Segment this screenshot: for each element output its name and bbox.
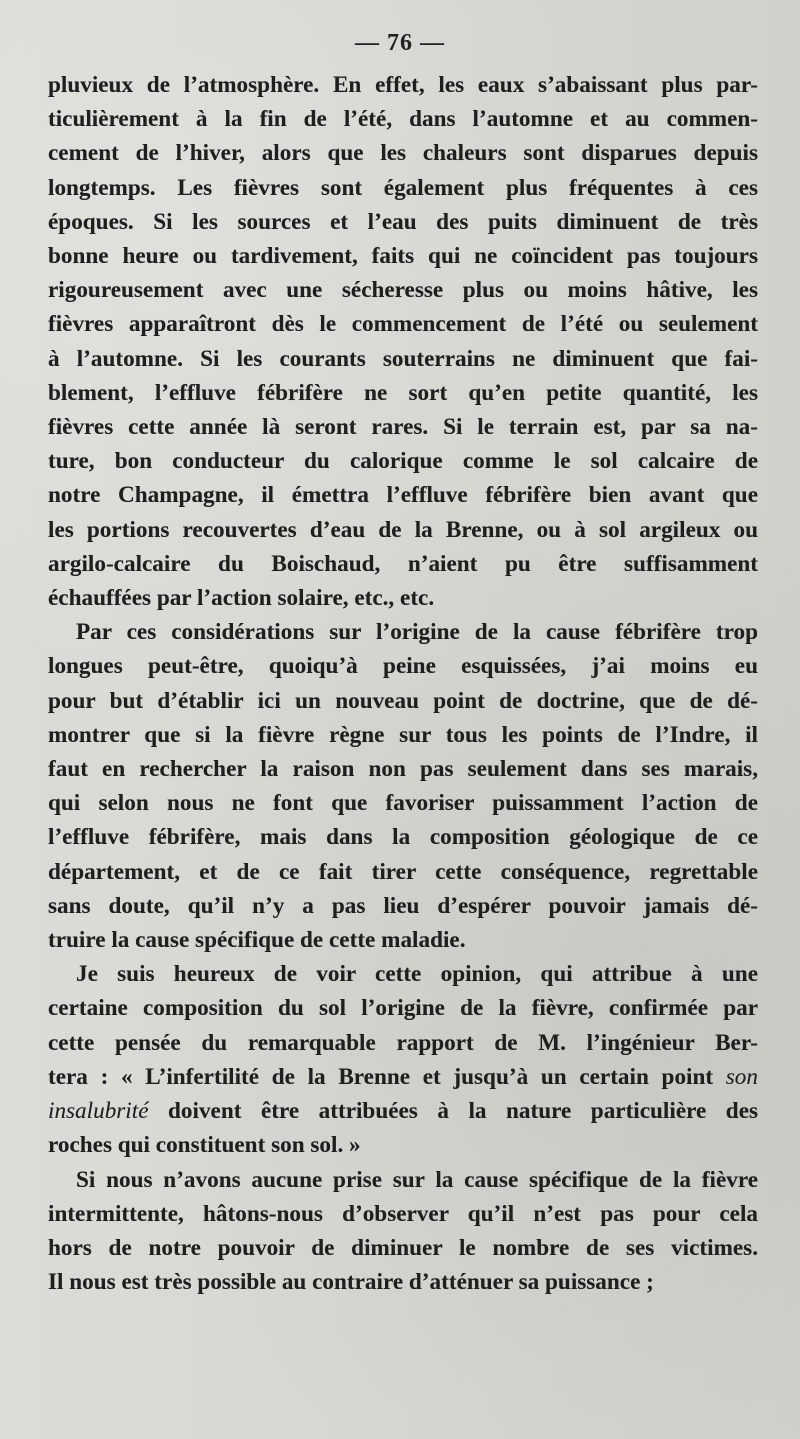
text-line: rigoureusement avec une sécheresse plus ou moins hâtive, les (48, 277, 758, 304)
text-line: hors de notre pouvoir de diminuer le nombre de ses victimes. (48, 1234, 758, 1261)
paragraph-3 (48, 957, 758, 1162)
text-line: Il nous est très possible au contraire d’atténuer sa puissance ; (48, 1269, 654, 1296)
text-line: montrer que si la fièvre règne sur tous les points de l’Indre, il (48, 721, 758, 748)
paragraph-4 (48, 1163, 758, 1300)
text-line: l’effluve fébrifère, mais dans la composition géologique de ce (48, 824, 758, 851)
text-line: longues peut-être, quoiqu’à peine esquissées, j’ai moins eu (48, 653, 758, 680)
text-line quote-line (48, 1060, 758, 1094)
text-line quote-line (48, 1094, 758, 1128)
quote-prefix: tera : « L’infertilité de la Brenne et jusqu’à un certain point (48, 1063, 714, 1090)
text-line: truire la cause spécifique de cette maladie. (48, 927, 466, 954)
text-line: Par ces considérations sur l’origine de la cause fébrifère trop (76, 619, 758, 646)
text-line: fièvres cette année là seront rares. Si le terrain est, par sa na- (48, 414, 758, 441)
paragraph-1 (48, 68, 758, 615)
text-line: argilo-calcaire du Boischaud, n’aient pu être suffisamment (48, 550, 758, 577)
text-line: pour but d’établir ici un nouveau point de doctrine, que de dé- (48, 687, 758, 714)
text-line: qui selon nous ne font que favoriser puissamment l’action de (48, 790, 758, 817)
text-line: bonne heure ou tardivement, faits qui ne coïncident pas toujours (48, 243, 758, 270)
text-line: Si nous n’avons aucune prise sur la cause spécifique de la fièvre (76, 1166, 758, 1193)
text-line: les portions recouvertes d’eau de la Brenne, ou à sol argileux ou (48, 516, 758, 543)
page-number: — 76 — (355, 30, 445, 56)
text-line: certaine composition du sol l’origine de la fièvre, confirmée par (48, 995, 758, 1022)
text-line: sans doute, qu’il n’y a pas lieu d’espérer pouvoir jamais dé- (48, 892, 758, 919)
body-text (48, 68, 758, 1299)
text-line: fièvres apparaîtront dès le commencement de l’été ou seulement (48, 311, 758, 338)
text-line: pluvieux de l’atmosphère. En effet, les eaux s’abaissant plus par- (48, 72, 758, 98)
text-line: ture, bon conducteur du calorique comme le sol calcaire de (48, 448, 758, 475)
text-line: département, et de ce fait tirer cette conséquence, regrettable (48, 858, 758, 885)
text-line: notre Champagne, il émettra l’effluve fébrifère bien avant que (48, 482, 758, 509)
text-line: roches qui constituent son sol. » (48, 1132, 361, 1159)
paragraph-2 (48, 615, 758, 957)
text-line: longtemps. Les fièvres sont également plus fréquentes à ces (48, 174, 758, 201)
text-line: cement de l’hiver, alors que les chaleurs sont disparues depuis (48, 140, 758, 167)
quote-suffix: doivent être attribuées à la nature particulière des (168, 1098, 759, 1125)
italic-word: son (725, 1063, 758, 1090)
italic-word: insalubrité (48, 1098, 149, 1125)
text-line: ticulièrement à la fin de l’été, dans l’automne et au commen- (48, 106, 758, 133)
text-line: échauffées par l’action solaire, etc., etc. (48, 585, 435, 612)
text-line: faut en rechercher la raison non pas seulement dans ses marais, (48, 756, 758, 783)
text-line: époques. Si les sources et l’eau des puits diminuent de très (48, 208, 758, 235)
text-line: blement, l’effluve fébrifère ne sort qu’en petite quantité, les (48, 379, 758, 406)
text-line: Je suis heureux de voir cette opinion, qui attribue à une (76, 961, 758, 988)
text-line: intermittente, hâtons-nous d’observer qu’il n’est pas pour cela (48, 1200, 758, 1227)
text-line: cette pensée du remarquable rapport de M. l’ingénieur Ber- (48, 1029, 758, 1056)
text-line: à l’automne. Si les courants souterrains ne diminuent que fai- (48, 345, 758, 372)
